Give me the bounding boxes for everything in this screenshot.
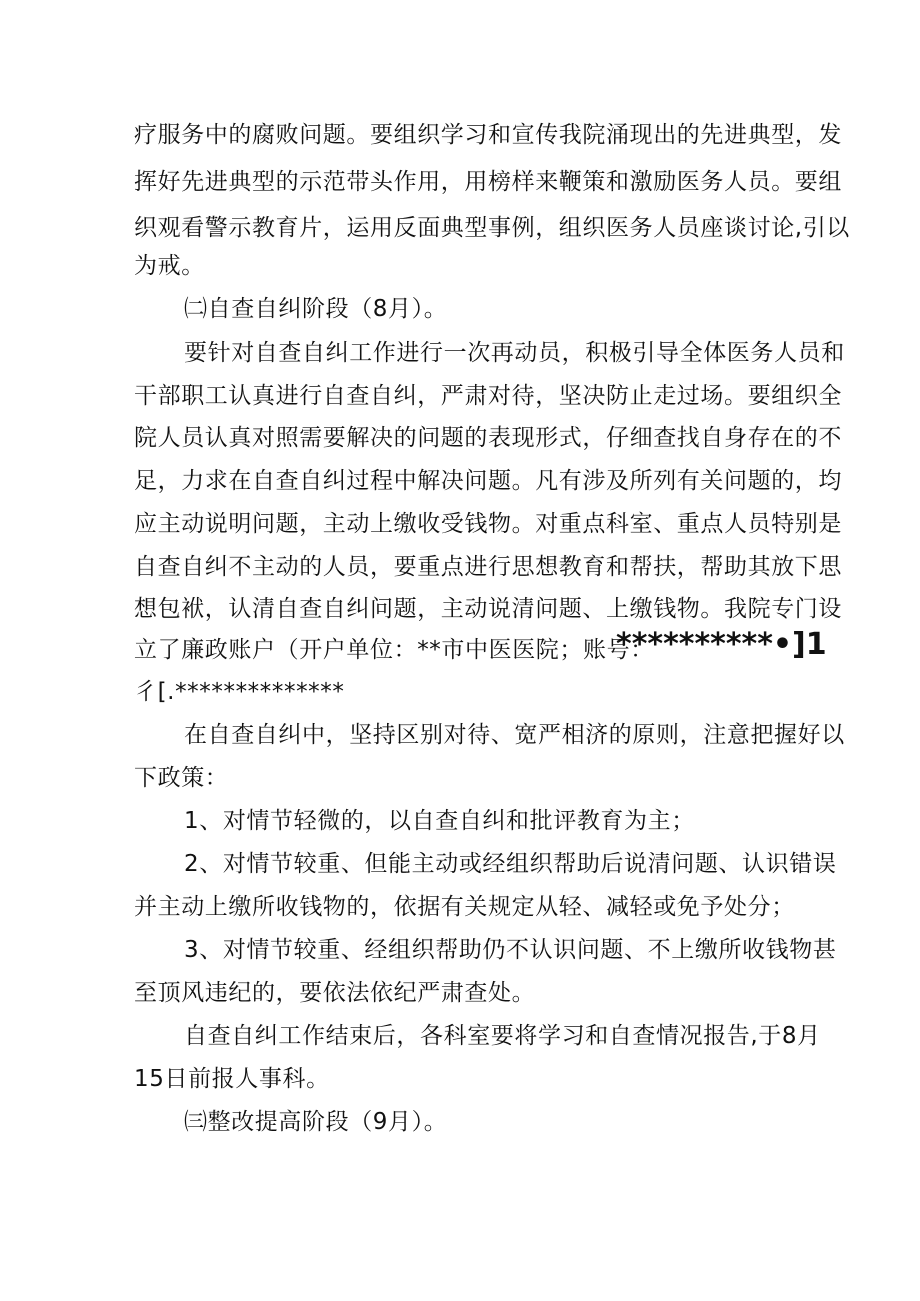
paragraph-line: 至顶风违纪的，要依法依纪严肃查处。	[134, 980, 536, 1006]
paragraph-line: 想包袱，认清自查自纠问题，主动说清问题、上缴钱物。我院专门设	[134, 596, 842, 622]
paragraph-line: 干部职工认真进行自查自纠，严肃对待，坚决防止走过场。要组织全	[134, 383, 842, 409]
paragraph-line: 在自查自纠中，坚持区别对待、宽严相济的原则，注意把握好以	[184, 722, 845, 748]
policy-item: 2、对情节较重、但能主动或经组织帮助后说清问题、认识错误	[184, 851, 837, 877]
section-heading: ㈢整改提高阶段（9月）。	[184, 1109, 448, 1135]
paragraph-line: 15日前报人事科。	[134, 1066, 330, 1092]
paragraph-line: 并主动上缴所收钱物的，依据有关规定从轻、减轻或免予处分；	[134, 894, 795, 920]
paragraph-line: 为戒。	[134, 253, 205, 279]
paragraph-line: 彳[.**************	[134, 679, 345, 705]
paragraph-line: 织观看警示教育片，运用反面典型事例，组织医务人员座谈讨论,引以	[134, 215, 850, 241]
paragraph-line: 自查自纠工作结束后，各科室要将学习和自查情况报告,于8月	[184, 1023, 821, 1049]
paragraph-line: 挥好先进典型的示范带头作用，用榜样来鞭策和激励医务人员。要组	[134, 169, 842, 195]
paragraph-line: 疗服务中的腐败问题。要组织学习和宣传我院涌现出的先进典型，发	[134, 122, 842, 148]
paragraph-line: 应主动说明问题，主动上缴收受钱物。对重点科室、重点人员特别是	[134, 511, 842, 537]
policy-item: 1、对情节轻微的，以自查自纠和批评教育为主；	[184, 808, 695, 834]
paragraph-line: 自查自纠不主动的人员，要重点进行思想教育和帮扶，帮助其放下思	[134, 554, 842, 580]
policy-item: 3、对情节较重、经组织帮助仍不认识问题、不上缴所收钱物甚	[184, 937, 837, 963]
paragraph-line: 立了廉政账户（开户单位：**市中医医院；账号：	[134, 637, 654, 663]
section-heading: ㈡自查自纠阶段（8月）。	[184, 296, 448, 322]
account-number: **********•]1	[616, 627, 827, 662]
paragraph-line: 足，力求在自查自纠过程中解决问题。凡有涉及所列有关问题的，均	[134, 468, 842, 494]
paragraph-line: 下政策：	[134, 765, 229, 791]
paragraph-line: 院人员认真对照需要解决的问题的表现形式，仔细查找自身存在的不	[134, 425, 842, 451]
paragraph-line: 要针对自查自纠工作进行一次再动员，积极引导全体医务人员和	[184, 340, 845, 366]
